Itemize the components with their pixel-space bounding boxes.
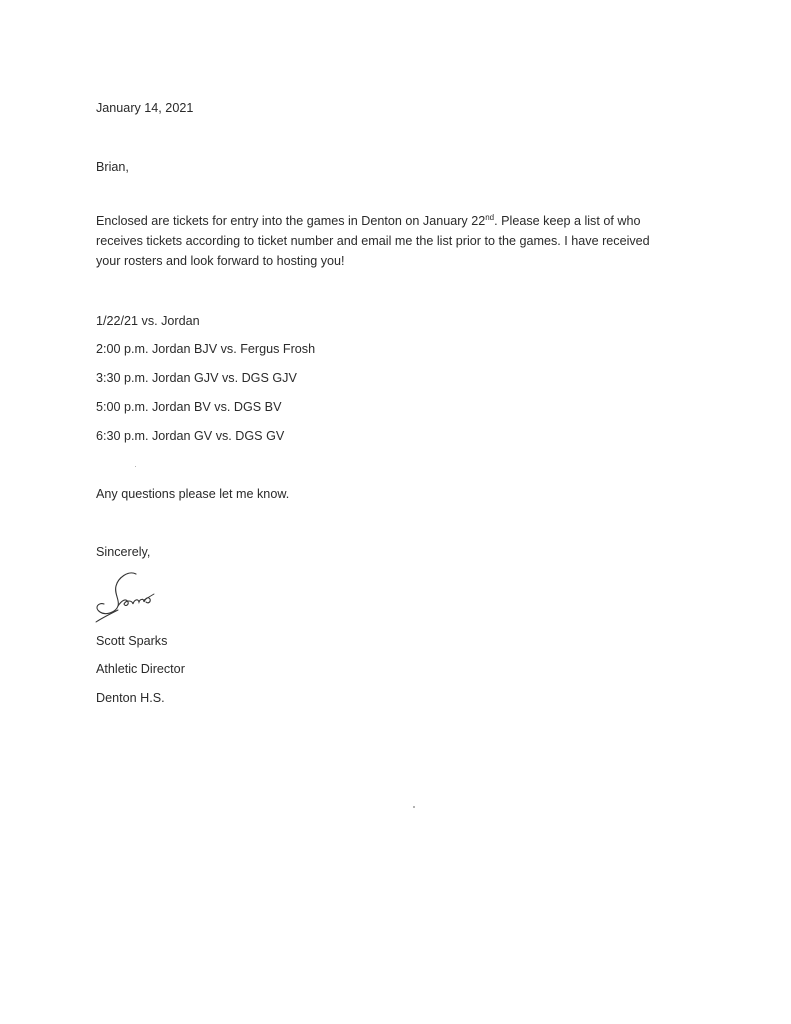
body-line-1-tail: . Please keep a list of who xyxy=(494,214,641,228)
schedule-heading: 1/22/21 vs. Jordan xyxy=(96,314,200,328)
scan-speck xyxy=(135,466,136,467)
letter-date: January 14, 2021 xyxy=(96,101,194,115)
signer-title: Athletic Director xyxy=(96,662,185,676)
salutation: Brian, xyxy=(96,160,129,174)
body-line-1-text: Enclosed are tickets for entry into the games in Denton on January 22 xyxy=(96,214,486,228)
schedule-game: 6:30 p.m. Jordan GV vs. DGS GV xyxy=(96,429,285,443)
schedule-game: 3:30 p.m. Jordan GJV vs. DGS GJV xyxy=(96,371,297,385)
signer-organization: Denton H.S. xyxy=(96,691,165,705)
schedule-game: 5:00 p.m. Jordan BV vs. DGS BV xyxy=(96,400,282,414)
schedule-game: 2:00 p.m. Jordan BJV vs. Fergus Frosh xyxy=(96,342,316,356)
closing: Sincerely, xyxy=(96,545,151,559)
signature-image xyxy=(88,570,178,630)
ordinal-suffix: nd xyxy=(485,212,495,222)
body-paragraph xyxy=(96,211,696,271)
scan-speck xyxy=(413,806,415,808)
body-line-2: receives tickets according to ticket number and email me the list prior to the games. I have received xyxy=(96,234,650,248)
signer-name: Scott Sparks xyxy=(96,634,168,648)
questions-line: Any questions please let me know. xyxy=(96,487,290,501)
body-line-3: your rosters and look forward to hosting you! xyxy=(96,254,345,268)
body-line-1 xyxy=(96,211,696,231)
